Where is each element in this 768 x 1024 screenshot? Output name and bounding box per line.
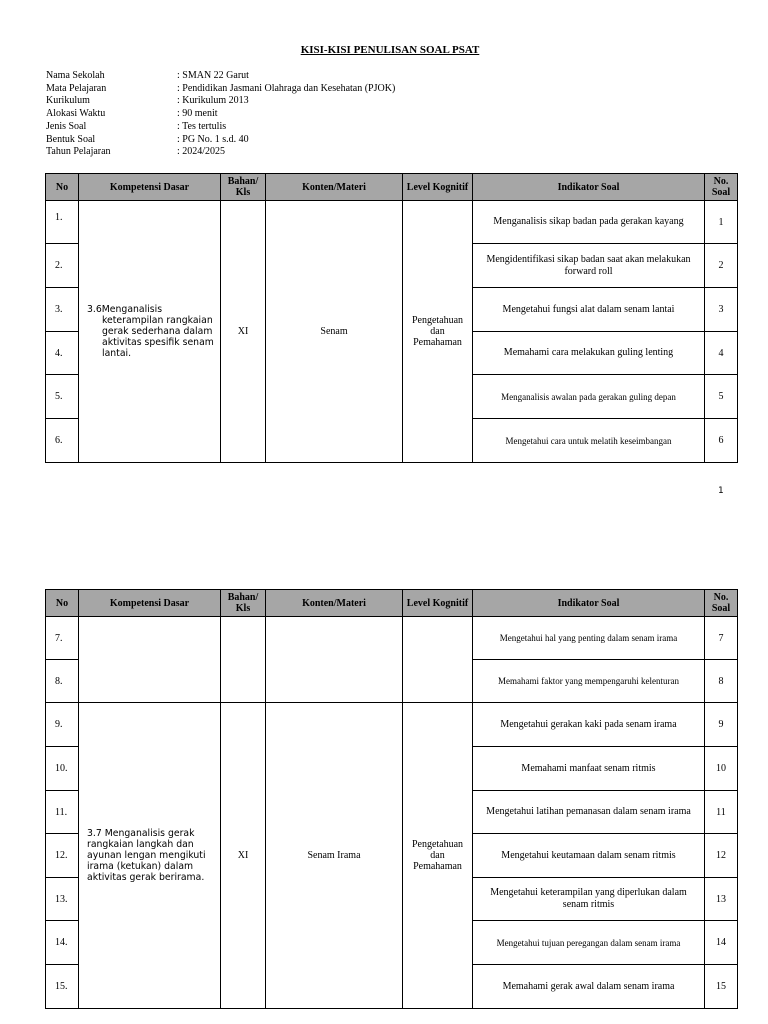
indikator-soal-cell: Mengetahui keutamaan dalam senam ritmis	[473, 834, 705, 878]
indikator-soal-cell: Menganalisis sikap badan pada gerakan kayang	[473, 201, 705, 244]
no-soal-cell: 15	[705, 965, 738, 1009]
kompetensi-dasar-cell	[79, 617, 221, 703]
meta-row	[46, 146, 395, 159]
meta-label: Tahun Pelajaran	[46, 146, 111, 158]
header-no: No	[46, 174, 79, 201]
konten-materi-cell: Senam Irama	[266, 703, 403, 1009]
meta-row	[46, 134, 395, 147]
header-kompetensi-dasar: Kompetensi Dasar	[79, 174, 221, 201]
no-soal-cell: 8	[705, 660, 738, 703]
row-number: 7.	[46, 617, 79, 660]
meta-value: : Pendidikan Jasmani Olahraga dan Kesehatan (PJOK)	[177, 82, 396, 94]
row-number: 3.	[46, 288, 79, 332]
meta-row	[46, 70, 395, 83]
row-number: 13.	[46, 878, 79, 921]
row-number: 15.	[46, 965, 79, 1009]
meta-value: : PG No. 1 s.d. 40	[177, 133, 249, 145]
row-number: 4.	[46, 332, 79, 375]
table-row	[46, 703, 738, 747]
kompetensi-dasar-text: 3.6Menganalisis keterampilan rangkaian gerak sederhana dalam aktivitas spesifik senam lantai.	[87, 304, 214, 359]
indikator-soal-cell: Mengetahui gerakan kaki pada senam irama	[473, 703, 705, 747]
grid-table-2	[45, 589, 738, 1009]
meta-row	[46, 83, 395, 96]
no-soal-cell: 14	[705, 921, 738, 965]
row-number: 6.	[46, 419, 79, 463]
indikator-soal-cell: Memahami cara melakukan guling lenting	[473, 332, 705, 375]
indikator-soal-cell: Memahami gerak awal dalam senam irama	[473, 965, 705, 1009]
header-konten-materi: Konten/Materi	[266, 590, 403, 617]
header-level-kognitif: Level Kognitif	[403, 174, 473, 201]
meta-label: Mata Pelajaran	[46, 82, 107, 94]
kompetensi-dasar-cell: 3.7 Menganalisis gerak rangkaian langkah dan ayunan lengan mengikuti irama (ketukan) dalam aktivitas gerak berirama.	[79, 703, 221, 1009]
grid-table-1	[45, 173, 738, 463]
konten-materi-cell: Senam	[266, 201, 403, 463]
header-no-soal: No. Soal	[705, 174, 738, 201]
header-konten-materi: Konten/Materi	[266, 174, 403, 201]
meta-label: Alokasi Waktu	[46, 108, 106, 120]
no-soal-cell: 2	[705, 244, 738, 288]
row-number: 12.	[46, 834, 79, 878]
no-soal-cell: 5	[705, 375, 738, 419]
no-soal-cell: 13	[705, 878, 738, 921]
indikator-soal-cell: Memahami manfaat senam ritmis	[473, 747, 705, 791]
meta-label: Bentuk Soal	[46, 133, 96, 145]
no-soal-cell: 7	[705, 617, 738, 660]
meta-label: Nama Sekolah	[46, 70, 105, 81]
indikator-soal-cell: Menganalisis awalan pada gerakan guling depan	[473, 375, 705, 419]
document-title: KISI-KISI PENULISAN SOAL PSAT	[300, 44, 480, 56]
meta-value: : Tes tertulis	[177, 120, 227, 132]
meta-row	[46, 95, 395, 108]
meta-value: : Kurikulum 2013	[177, 95, 249, 107]
header-bahan-kls: Bahan/ Kls	[221, 590, 266, 617]
indikator-soal-cell: Mengetahui cara untuk melatih keseimbangan	[473, 419, 705, 463]
no-soal-cell: 11	[705, 791, 738, 834]
header-no: No	[46, 590, 79, 617]
indikator-soal-cell: Mengetahui fungsi alat dalam senam lantai	[473, 288, 705, 332]
document-metadata	[46, 70, 395, 159]
row-number: 8.	[46, 660, 79, 703]
indikator-soal-cell: Mengetahui latihan pemanasan dalam senam irama	[473, 791, 705, 834]
indikator-soal-cell: Mengetahui tujuan peregangan dalam senam irama	[473, 921, 705, 965]
header-level-kognitif: Level Kognitif	[403, 590, 473, 617]
header-bahan-kls: Bahan/ Kls	[221, 174, 266, 201]
level-kognitif-cell	[403, 617, 473, 703]
header-indikator-soal: Indikator Soal	[473, 174, 705, 201]
indikator-soal-cell: Mengidentifikasi sikap badan saat akan melakukan forward roll	[473, 244, 705, 288]
meta-label: Kurikulum	[46, 95, 90, 107]
bahan-kls-cell: XI	[221, 703, 266, 1009]
row-number: 5.	[46, 375, 79, 419]
row-number: 2.	[46, 244, 79, 288]
no-soal-cell: 10	[705, 747, 738, 791]
meta-row	[46, 108, 395, 121]
no-soal-cell: 1	[705, 201, 738, 244]
meta-label: Jenis Soal	[46, 120, 87, 132]
bahan-kls-cell	[221, 617, 266, 703]
row-number: 9.	[46, 703, 79, 747]
header-indikator-soal: Indikator Soal	[473, 590, 705, 617]
no-soal-cell: 12	[705, 834, 738, 878]
no-soal-cell: 9	[705, 703, 738, 747]
indikator-soal-cell: Mengetahui keterampilan yang diperlukan dalam senam ritmis	[473, 878, 705, 921]
kompetensi-dasar-cell	[79, 201, 221, 463]
konten-materi-cell	[266, 617, 403, 703]
meta-value: : 2024/2025	[177, 146, 226, 158]
meta-row	[46, 121, 395, 134]
no-soal-cell: 4	[705, 332, 738, 375]
row-number: 10.	[46, 747, 79, 791]
no-soal-cell: 3	[705, 288, 738, 332]
row-number: 14.	[46, 921, 79, 965]
header-kompetensi-dasar: Kompetensi Dasar	[79, 590, 221, 617]
page-number: 1	[718, 486, 724, 496]
meta-value: : SMAN 22 Garut	[177, 70, 249, 81]
row-number: 1.	[46, 201, 79, 244]
level-kognitif-cell: Pengetahuan dan Pemahaman	[403, 201, 473, 463]
table-row	[46, 617, 738, 660]
level-kognitif-cell: Pengetahuan dan Pemahaman	[403, 703, 473, 1009]
row-number: 11.	[46, 791, 79, 834]
indikator-soal-cell: Mengetahui hal yang penting dalam senam irama	[473, 617, 705, 660]
header-no-soal: No. Soal	[705, 590, 738, 617]
bahan-kls-cell: XI	[221, 201, 266, 463]
meta-value: : 90 menit	[177, 108, 218, 120]
no-soal-cell: 6	[705, 419, 738, 463]
indikator-soal-cell: Memahami faktor yang mempengaruhi kelenturan	[473, 660, 705, 703]
table-row	[46, 201, 738, 244]
